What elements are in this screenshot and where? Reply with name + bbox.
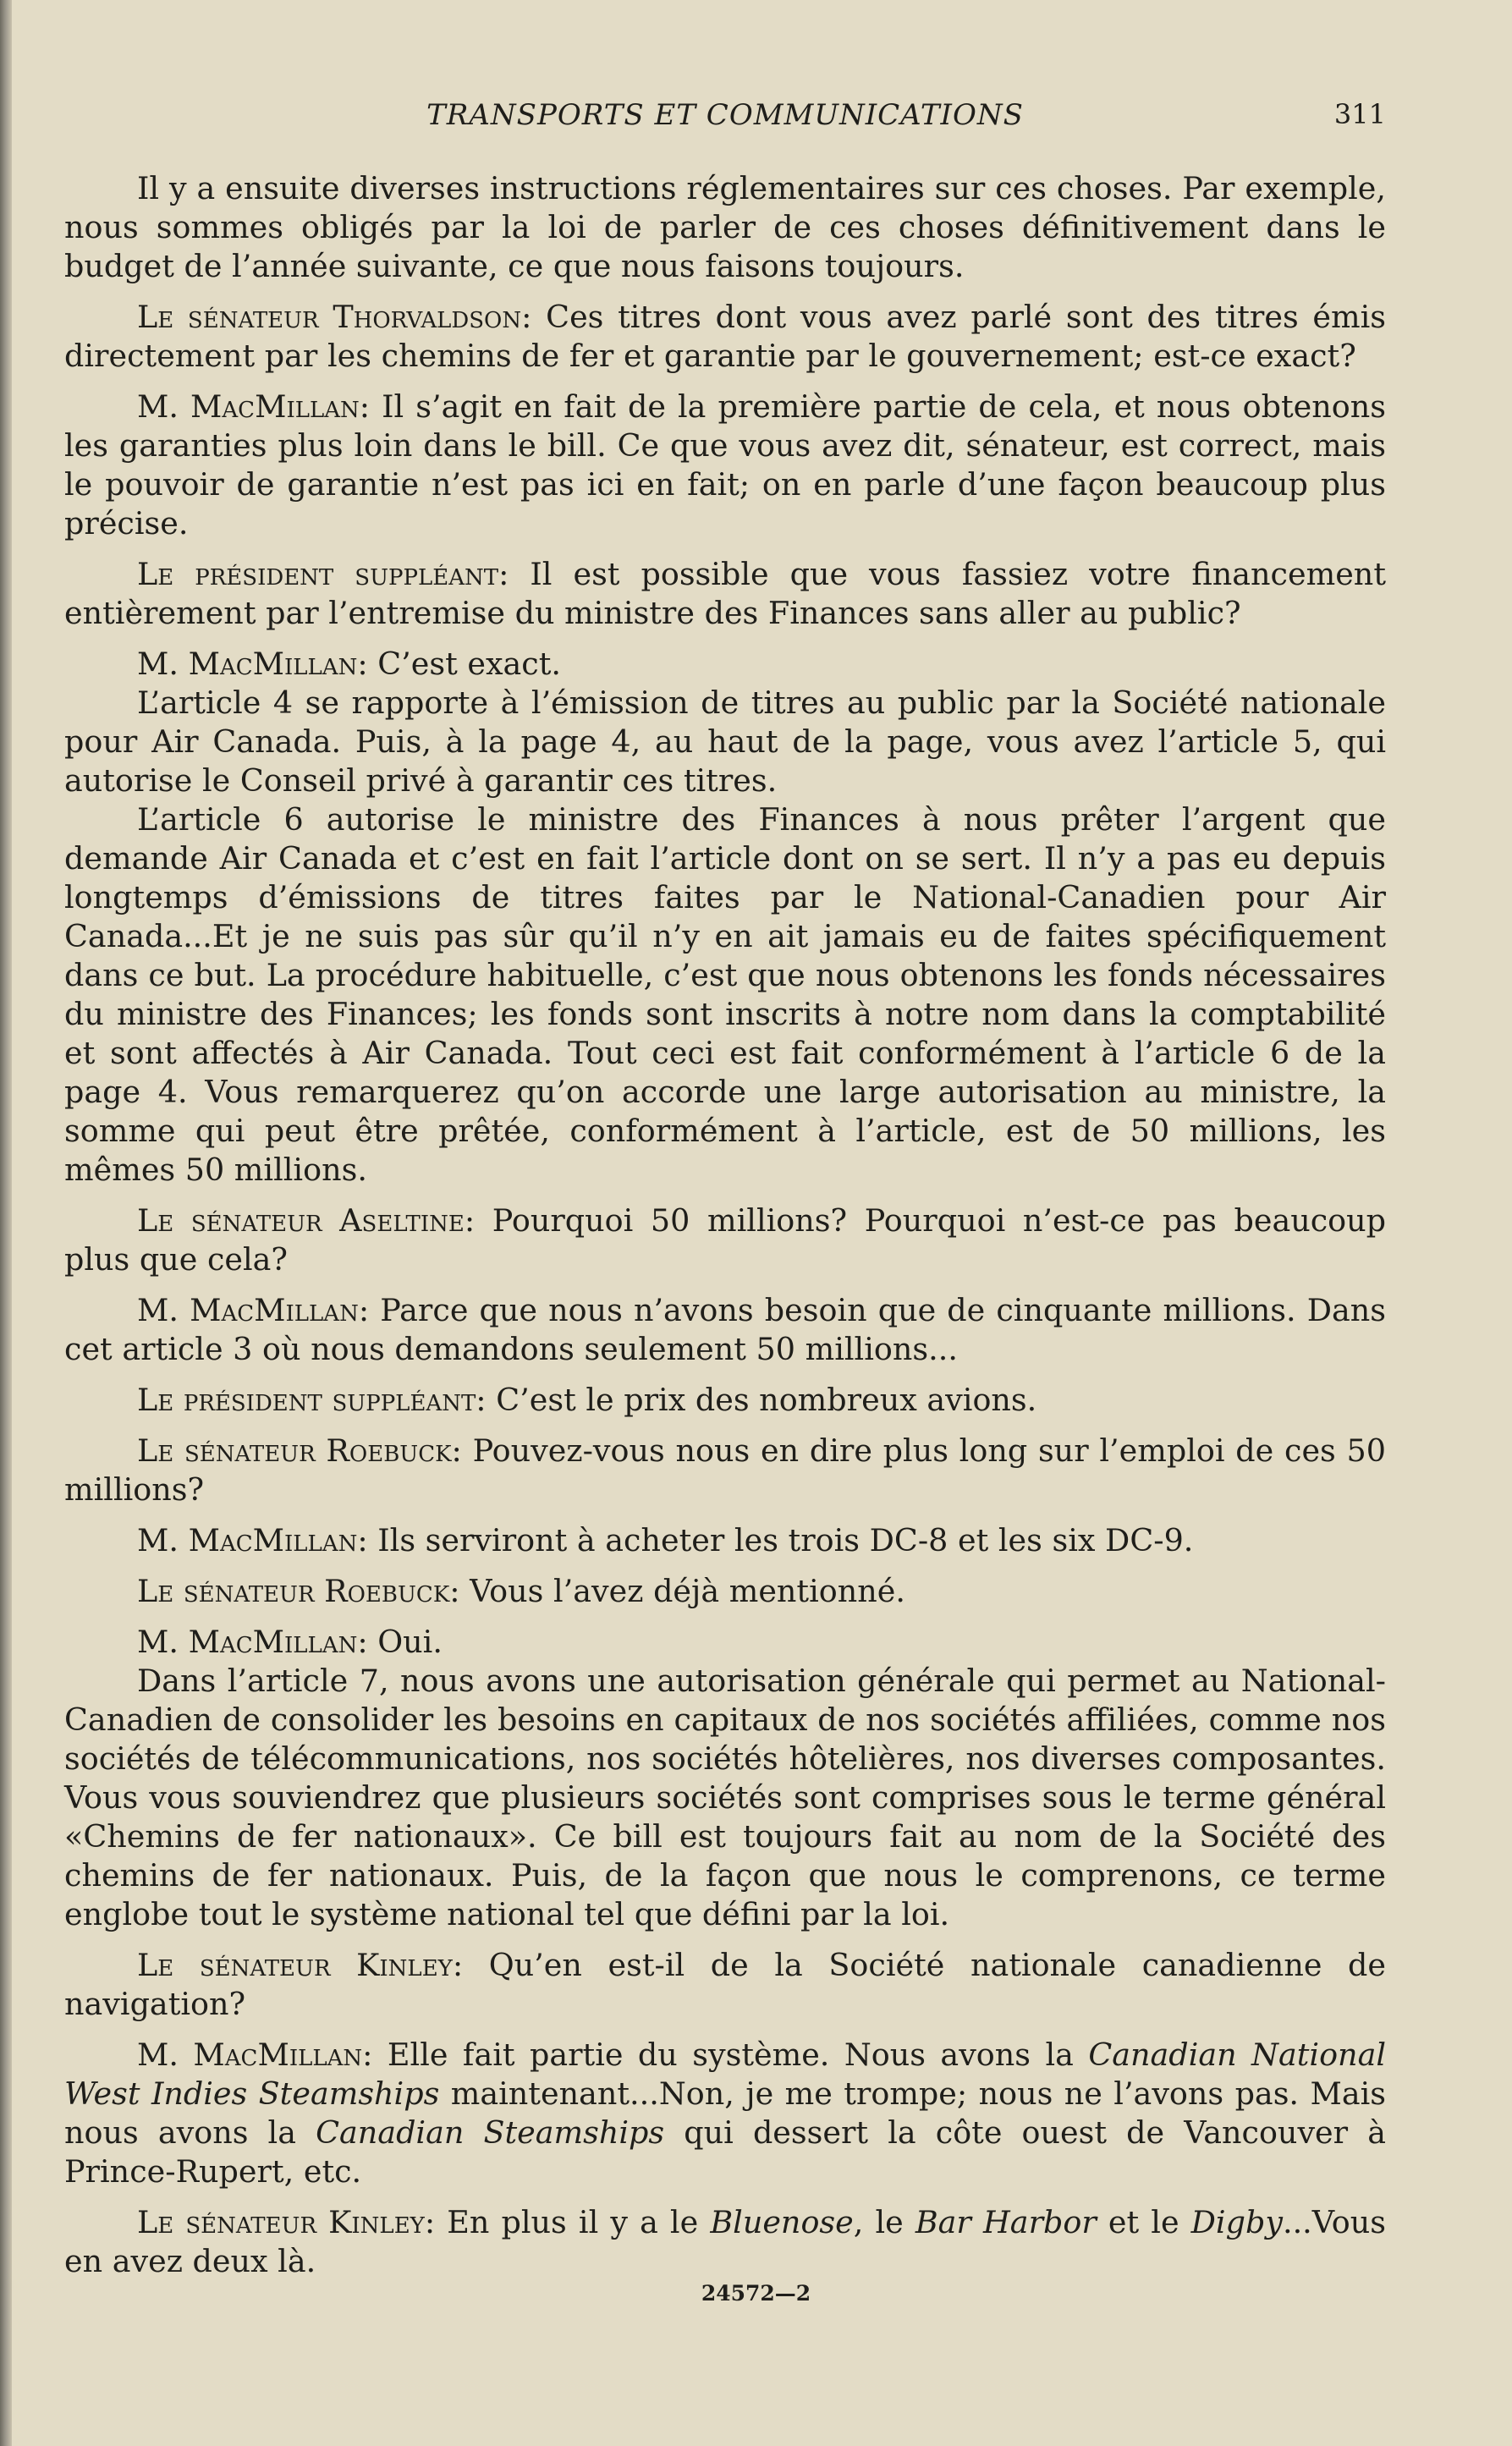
paragraph-text: ...Vous en avez deux là. [64,2204,1386,2279]
paragraph-text: C’est exact. [377,646,562,682]
paragraph [64,684,1386,800]
paragraph [64,800,1386,1190]
paragraph [64,1291,1386,1369]
speaker-label: Le sénateur Roebuck: [137,1432,462,1469]
paragraph-text: maintenant...Non, je me trompe; nous ne l’avons pas. Mais nous avons la [64,2075,1386,2151]
paragraph [64,1662,1386,1934]
speaker-label: M. MacMillan: [137,388,371,425]
paragraph [64,1201,1386,1279]
paragraph-text: Parce que nous n’avons besoin que de cinquante millions. Dans cet article 3 où nous demandons seulement 50 millions... [64,1292,1387,1367]
paragraph-text: Oui. [377,1624,443,1660]
paragraph-text: L’article 4 se rapporte à l’émission de titres au public par la Société nationale pour Air Canada. Puis, à la page 4, au haut de la page, vous avez l’article 5, qui autorise le Conseil privé à garantir ces titres. [64,684,1386,799]
paragraph [64,1432,1386,1509]
page-number: 311 [1333,98,1386,130]
ship-name: Bluenose [710,2204,854,2240]
paragraph [64,169,1386,286]
paragraph-text: Il est possible que vous fassiez votre financement entièrement par l’entremise du ministre des Finances sans aller au public? [64,556,1386,631]
printer-signature: 24572—2 [701,2281,811,2306]
paragraph-text: Pourquoi 50 millions? Pourquoi n’est-ce pas beaucoup plus que cela? [64,1202,1387,1278]
paragraph-text: Il s’agit en fait de la première partie de cela, et nous obtenons les garanties plus loin dans le bill. Ce que vous avez dit, sénateur, est correct, mais le pouvoir de garantie n’est pas ici en fait; on en parle d’une façon beaucoup plus précise. [64,388,1387,541]
paragraph [64,2036,1386,2191]
paragraph [64,645,1386,684]
paragraph-text: L’article 6 autorise le ministre des Finances à nous prêter l’argent que demande Air Canada et c’est en fait l’article dont on se sert. Il n’y a pas eu depuis longtemps d’émissions de titres faites par le National-Canadien pour Air Canada...Et je ne suis pas sûr qu’il n’y en ait jamais eu de faites spécifiquement dans ce but. La procédure habituelle, c’est que nous obtenons les fonds nécessaires du ministre des Finances; les fonds sont inscrits à notre nom dans la comptabilité et sont affectés à Air Canada. Tout ceci est fait conformément à l’article 6 de la page 4. Vous remarquerez qu’on accorde une large autorisation au ministre, la somme qui peut être prêtée, conformément à l’article, est de 50 millions, les mêmes 50 millions. [64,801,1386,1188]
speaker-label: M. MacMillan: [137,646,368,682]
speaker-label: M. MacMillan: [137,1624,368,1660]
paragraph-text: qui dessert la côte ouest de Vancouver à Prince-Rupert, etc. [64,2114,1386,2190]
speaker-label: M. MacMillan: [137,2037,373,2073]
paragraph-text: Pouvez-vous nous en dire plus long sur l’emploi de ces 50 millions? [64,1432,1386,1508]
body-text [64,169,1386,2293]
book-binding-edge [0,0,12,2446]
paragraph [64,2203,1386,2281]
paragraph [64,1946,1386,2024]
speaker-label: Le sénateur Kinley: [137,2204,436,2240]
paragraph-text: Elle fait partie du système. Nous avons la [387,2037,1089,2073]
ship-name: Canadian Steamships [316,2114,665,2151]
paragraph-text: Qu’en est-il de la Société nationale canadienne de navigation? [64,1947,1386,2022]
page-header [64,95,1386,139]
speaker-label: M. MacMillan: [137,1522,368,1558]
paragraph [64,388,1386,543]
speaker-label: Le sénateur Roebuck: [137,1573,460,1609]
running-head: TRANSPORTS ET COMMUNICATIONS [426,98,1024,132]
ship-name: Canadian National West Indies Steamships [64,2037,1387,2112]
paragraph-text: Ils serviront à acheter les trois DC-8 et les six DC-9. [377,1522,1194,1558]
paragraph [64,1381,1386,1420]
speaker-label: Le président suppléant: [137,1382,487,1418]
speaker-label: M. MacMillan: [137,1292,370,1328]
paragraph [64,298,1386,376]
speaker-label: Le sénateur Thorvaldson: [137,299,532,335]
speaker-label: Le sénateur Aseltine: [137,1202,476,1239]
paragraph [64,1572,1386,1611]
paragraph-text: Dans l’article 7, nous avons une autorisation générale qui permet au National-Canadien de consolider les besoins en capitaux de nos sociétés affiliées, comme nos sociétés de télécommunications, nos sociétés hôtelières, nos diverses composantes. Vous vous souviendrez que plusieurs sociétés sont comprises sous le terme général «Chemins de fer nationaux». Ce bill est toujours fait au nom de la Société des chemins de fer nationaux. Puis, de la façon que nous le comprenons, ce terme englobe tout le système national tel que défini par la loi. [64,1663,1386,1932]
paragraph-text: , le [853,2204,915,2240]
speaker-label: Le sénateur Kinley: [137,1947,464,1983]
paragraph-text: Vous l’avez déjà mentionné. [470,1573,905,1609]
paragraph [64,1521,1386,1560]
paragraph [64,1623,1386,1662]
paragraph-text: Ces titres dont vous avez parlé sont des titres émis directement par les chemins de fer et garantie par le gouvernement; est-ce exact? [64,299,1386,374]
paragraph-text: C’est le prix des nombreux avions. [496,1382,1037,1418]
paragraph-text: et le [1096,2204,1191,2240]
paragraph [64,555,1386,633]
speaker-label: Le président suppléant: [137,556,509,592]
paragraph-text: En plus il y a le [447,2204,711,2240]
ship-name: Bar Harbor [915,2204,1097,2240]
paragraph-text: Il y a ensuite diverses instructions réglementaires sur ces choses. Par exemple, nous sommes obligés par la loi de parler de ces choses définitivement dans le budget de l’année suivante, ce que nous faisons toujours. [64,170,1386,284]
ship-name: Digby [1190,2204,1283,2240]
